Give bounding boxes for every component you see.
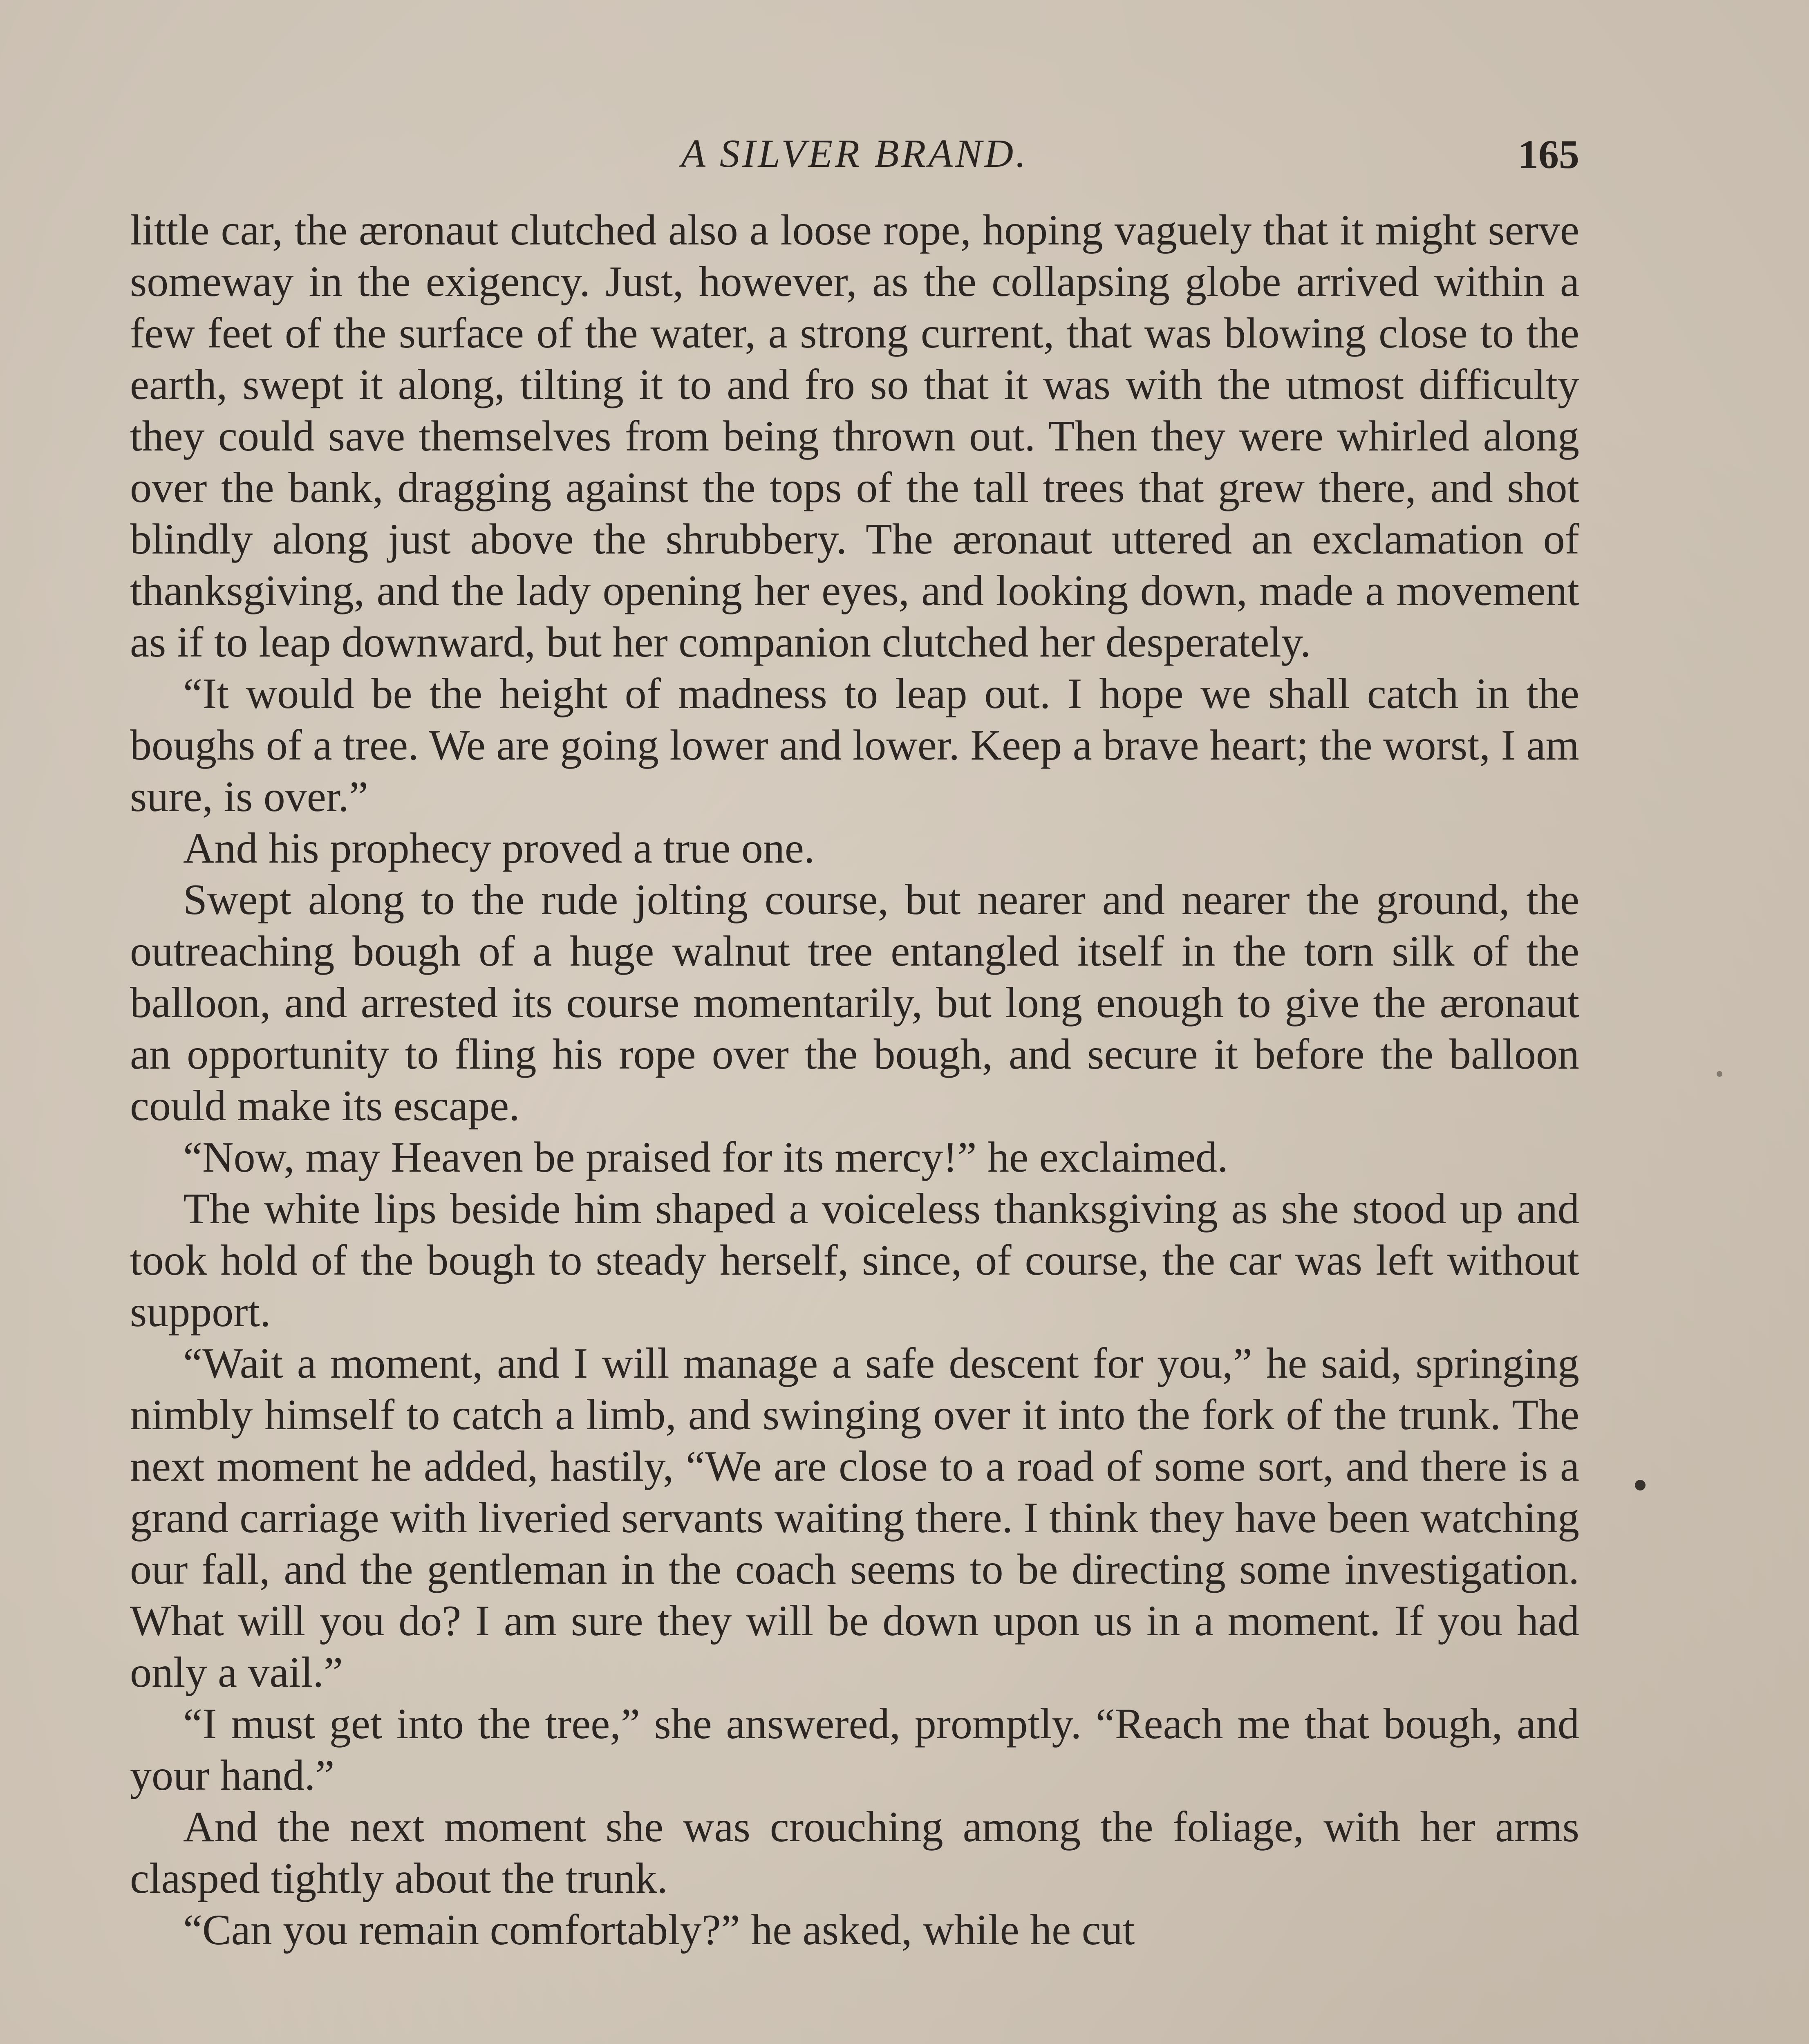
paragraph-10: “Can you remain comfortably?” he asked, while he cut [183,1906,1135,1954]
page-number: 165 [1518,132,1579,177]
paragraph-5: “Now, may Heaven be praised for its mercy!” he exclaimed. [183,1133,1228,1181]
paragraph-4: Swept along to the rude jolting course, but nearer and nearer the ground, the outreaching bough of a huge walnut tree entangled itself in the torn silk of the balloon, and arrested its course momentarily, but long enough to give the æronaut an opportunity to fling his rope over the bough, and secure it before the balloon could make its escape. [130,876,1579,1130]
paragraph-1: little car, the æronaut clutched also a loose rope, hoping vaguely that it might serve someway in the exigency. Just, however, as the collapsing globe arrived within a few feet of the surface of the water, a strong current, that was blowing close to the earth, swept it along, tilting it to and fro so that it was with the utmost difficulty they could save themselves from being thrown out. Then they were whirled along over the bank, dragging against the tops of the tall trees that grew there, and shot blindly along just above the shrubbery. The æronaut uttered an exclamation of thanksgiving, and the lady opening her eyes, and looking down, made a movement as if to leap downward, but her companion clutched her desperately. [130,206,1579,666]
body-text [130,204,1579,1956]
paragraph-6: The white lips beside him shaped a voiceless thanksgiving as she stood up and took hold of the bough to steady herself, since, of course, the car was left without support. [130,1185,1579,1336]
running-title: A SILVER BRAND. [681,132,1028,176]
paragraph-3: And his prophecy proved a true one. [183,824,815,872]
page-content [130,131,1579,2044]
paragraph-2: “It would be the height of madness to leap out. I hope we shall catch in the boughs of a tree. We are going lower and lower. Keep a brave heart; the worst, I am sure, is over.” [130,670,1579,820]
running-head [130,131,1579,188]
paragraph-9: And the next moment she was crouching among the foliage, with her arms clasped tightly about the trunk. [130,1803,1579,1902]
paragraph-8: “I must get into the tree,” she answered, promptly. “Reach me that bough, and your hand.” [130,1700,1579,1799]
paragraph-7: “Wait a moment, and I will manage a safe descent for you,” he said, springing nimbly himself to catch a limb, and swinging over it into the fork of the trunk. The next moment he added, hastily, “We are close to a road of some sort, and there is a grand carriage with liveried servants waiting there. I think they have been watching our fall, and the gentleman in the coach seems to be directing some investigation. What will you do? I am sure they will be down upon us in a moment. If you had only a vail.” [130,1339,1579,1696]
ink-speck [1635,1480,1646,1490]
ink-speck [1717,1071,1722,1077]
